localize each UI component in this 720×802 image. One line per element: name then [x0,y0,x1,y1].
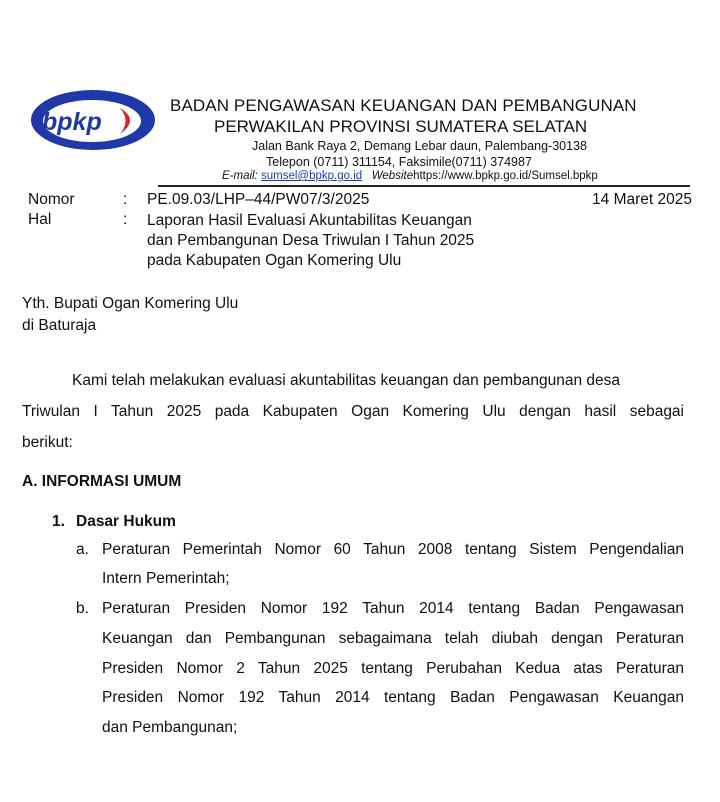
item-line: Presiden Nomor 192 Tahun 2014 tentang Badan Pengawasan Keuangan [102,689,684,706]
recipient-name: Yth. Bupati Ogan Komering Ulu [22,295,239,312]
subsection-label: Dasar Hukum [76,513,176,530]
section-a-title: A. INFORMASI UMUM [22,473,182,490]
body-line-3: berikut: [22,434,73,451]
subject-line: pada Kabupaten Ogan Komering Ulu [147,252,402,269]
bpkp-logo [28,88,158,152]
hal-colon: : [123,211,128,228]
nomor-value: PE.09.03/LHP–44/PW07/3/2025 [147,191,370,208]
item-marker: b. [76,600,89,617]
nomor-colon: : [123,191,128,208]
logo-text: bpkp [42,108,102,136]
org-name-line2: PERWAKILAN PROVINSI SUMATERA SELATAN [214,117,588,136]
hal-label: Hal [28,211,52,228]
subsection-1-title [52,513,176,531]
org-phone: Telepon (0711) 311154, Faksimile(0711) 374987 [266,155,532,169]
item-line: dan Pembangunan; [102,719,238,736]
letterhead-divider [158,185,690,187]
org-address: Jalan Bank Raya 2, Demang Lebar daun, Palembang-30138 [252,139,587,153]
email-label: E-mail: [222,170,258,182]
item-line: Presiden Nomor 2 Tahun 2025 tentang Perubahan Kedua atas Peraturan [102,660,684,677]
item-line: Intern Pemerintah; [102,570,230,587]
subsection-number: 1. [52,513,65,530]
item-line: Keuangan dan Pembangunan sebagaimana telah diubah dengan Peraturan [102,630,684,647]
org-name-line1: BADAN PENGAWASAN KEUANGAN DAN PEMBANGUNAN [170,96,637,115]
website-label: Website [371,170,414,182]
nomor-label: Nomor [28,191,75,208]
letter-date: 14 Maret 2025 [592,191,692,208]
subject-line: Laporan Hasil Evaluasi Akuntabilitas Keuangan [147,212,472,229]
website-link[interactable]: https://www.bpkp.go.id/Sumsel.bpkp [413,170,598,182]
body-line-1: Kami telah melakukan evaluasi akuntabilitas keuangan dan pembangunan desa [72,372,621,389]
body-line-2: Triwulan I Tahun 2025 pada Kabupaten Ogan Komering Ulu dengan hasil sebagai [22,403,684,420]
subject-line: dan Pembangunan Desa Triwulan I Tahun 2025 [147,232,475,249]
item-line: Peraturan Pemerintah Nomor 60 Tahun 2008 tentang Sistem Pengendalian [102,541,684,558]
item-line: Peraturan Presiden Nomor 192 Tahun 2014 tentang Badan Pengawasan [102,600,684,617]
email-link[interactable]: sumsel@bpkp.go.id [260,170,363,182]
recipient-location: di Baturaja [22,317,97,334]
recipient-block [22,293,238,337]
subject [147,211,474,271]
org-contact [222,170,598,182]
item-marker: a. [76,541,89,558]
